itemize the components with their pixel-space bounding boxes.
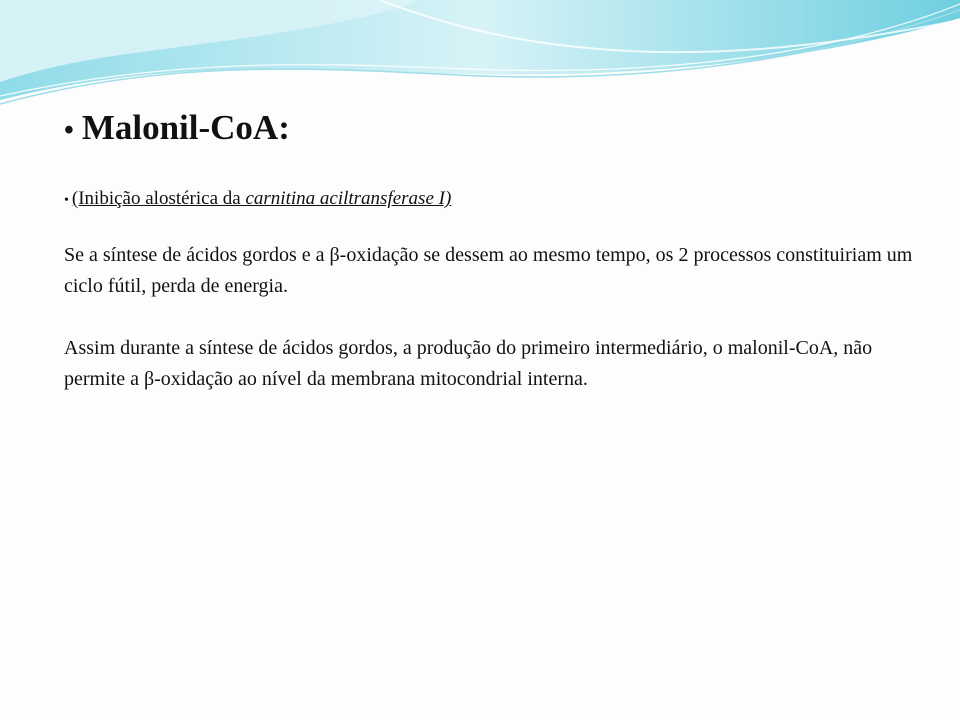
subtitle-prefix: (Inibição alostérica da — [71, 188, 246, 209]
subtitle-text — [72, 186, 451, 212]
bullet-icon: • — [64, 193, 69, 208]
bullet-icon: • — [64, 115, 74, 146]
paragraph-futile-cycle: Se a síntese de ácidos gordos e a β-oxidação se dessem ao mesmo tempo, os 2 processos constituiriam um ciclo fútil, perda de energia. — [64, 244, 913, 297]
title-text: Malonil-CoA: — [81, 108, 290, 147]
subtitle-line — [64, 186, 924, 214]
slide-content — [64, 104, 924, 395]
subtitle-italic: carnitina aciltransferase I) — [245, 188, 452, 209]
paragraph-malonyl-coa: Assim durante a síntese de ácidos gordos, a produção do primeiro intermediário, o malonil-CoA, não permite a β-oxidação ao nível da membrana mitocondrial interna. — [64, 337, 873, 390]
slide-title — [64, 104, 924, 155]
wave-decoration — [0, 0, 960, 120]
